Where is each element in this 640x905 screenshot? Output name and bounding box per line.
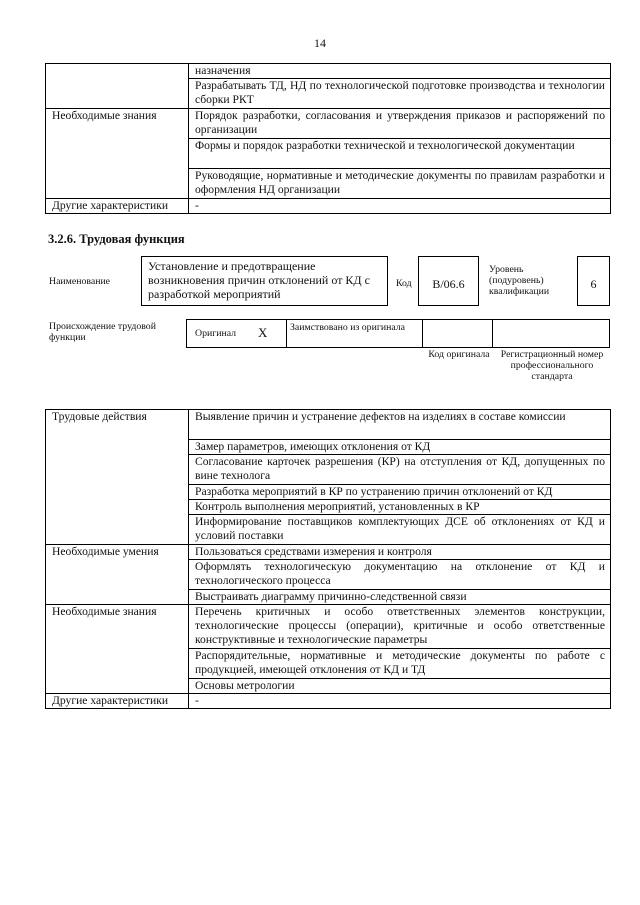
row-label <box>46 440 189 455</box>
name-label: Наименование <box>49 276 111 287</box>
code-caption: Код оригинала <box>428 349 490 360</box>
table-row <box>46 64 611 79</box>
row-label <box>46 500 189 515</box>
table-row <box>46 605 611 649</box>
row-text: Выстраивать диаграмму причинно-следственной связи <box>189 590 611 605</box>
table-row <box>46 455 611 485</box>
row-label <box>46 649 189 679</box>
row-text: Пользоваться средствами измерения и контроля <box>189 545 611 560</box>
table-row <box>46 485 611 500</box>
row-label <box>46 455 189 485</box>
original-label: Оригинал <box>195 328 237 339</box>
divider <box>492 319 493 348</box>
table-row <box>46 515 611 545</box>
row-text: Согласование карточек разрешения (КР) на отступления от КД, допущенных по вине технолога <box>189 455 611 485</box>
row-label <box>46 138 189 168</box>
table-row <box>46 168 611 198</box>
page-number: 14 <box>314 36 326 50</box>
table-row <box>46 545 611 560</box>
row-text: Перечень критичных и особо ответственных элементов конструкции, технологические процессы (операции), критичные и особо ответственные конструктивные и технологические параметры <box>189 605 611 649</box>
code-value: B/06.6 <box>418 256 479 306</box>
row-text: Формы и порядок разработки технической и технологической документации <box>189 138 611 168</box>
level-label: Уровень (подуровень) квалификации <box>489 264 550 297</box>
row-label: Необходимые знания <box>46 108 189 138</box>
original-mark: X <box>258 325 268 340</box>
function-name: Установление и предотвращение возникновения причин отклонений от КД с разработкой мероприятий <box>141 256 388 306</box>
row-label <box>46 560 189 590</box>
table-row <box>46 694 611 709</box>
row-text: Разработка мероприятий в КР по устранению причин отклонений от КД <box>189 485 611 500</box>
table-row <box>46 500 611 515</box>
top-table <box>45 63 611 214</box>
row-label <box>46 168 189 198</box>
row-text: Контроль выполнения мероприятий, установленных в КР <box>189 500 611 515</box>
level-value: 6 <box>577 256 610 306</box>
table-row <box>46 679 611 694</box>
table-row <box>46 198 611 213</box>
row-text: Основы метрологии <box>189 679 611 694</box>
table-row <box>46 108 611 138</box>
row-text: Выявление причин и устранение дефектов на изделиях в составе комиссии <box>189 410 611 440</box>
row-text: - <box>189 694 611 709</box>
main-table <box>45 409 611 709</box>
origin-label: Происхождение трудовой функции <box>49 321 156 343</box>
row-label <box>46 78 189 108</box>
row-label <box>46 515 189 545</box>
row-label: Трудовые действия <box>46 410 189 440</box>
row-text: Порядок разработки, согласования и утверждения приказов и распоряжений по организации <box>189 108 611 138</box>
row-label <box>46 64 189 79</box>
row-text: - <box>189 198 611 213</box>
row-text: Замер параметров, имеющих отклонения от КД <box>189 440 611 455</box>
row-text: Оформлять технологическую документацию на отклонение от КД и технологического процесса <box>189 560 611 590</box>
row-label <box>46 590 189 605</box>
table-row <box>46 560 611 590</box>
row-label: Другие характеристики <box>46 694 189 709</box>
divider <box>286 319 287 348</box>
row-label: Другие характеристики <box>46 198 189 213</box>
table-row <box>46 410 611 440</box>
borrowed-label: Заимствовано из оригинала <box>290 322 405 333</box>
row-label: Необходимые знания <box>46 605 189 649</box>
row-text: Распорядительные, нормативные и методические документы по работе с продукцией, имеющей отклонения от КД и ТД <box>189 649 611 679</box>
table-row <box>46 78 611 108</box>
divider <box>422 319 423 348</box>
row-text: назначения <box>189 64 611 79</box>
row-label <box>46 485 189 500</box>
table-row <box>46 590 611 605</box>
code-label: Код <box>396 278 412 289</box>
table-row <box>46 440 611 455</box>
reg-caption: Регистрационный номер профессионального стандарта <box>500 349 604 382</box>
table-row <box>46 649 611 679</box>
row-text: Руководящие, нормативные и методические документы по правилам разработки и оформления НД организации <box>189 168 611 198</box>
row-text: Информирование поставщиков комплектующих ДСЕ об отклонениях от КД и условий поставки <box>189 515 611 545</box>
row-label <box>46 679 189 694</box>
row-label: Необходимые умения <box>46 545 189 560</box>
section-heading: 3.2.6. Трудовая функция <box>48 232 185 246</box>
table-row <box>46 138 611 168</box>
row-text: Разрабатывать ТД, НД по технологической подготовке производства и технологии сборки РКТ <box>189 78 611 108</box>
